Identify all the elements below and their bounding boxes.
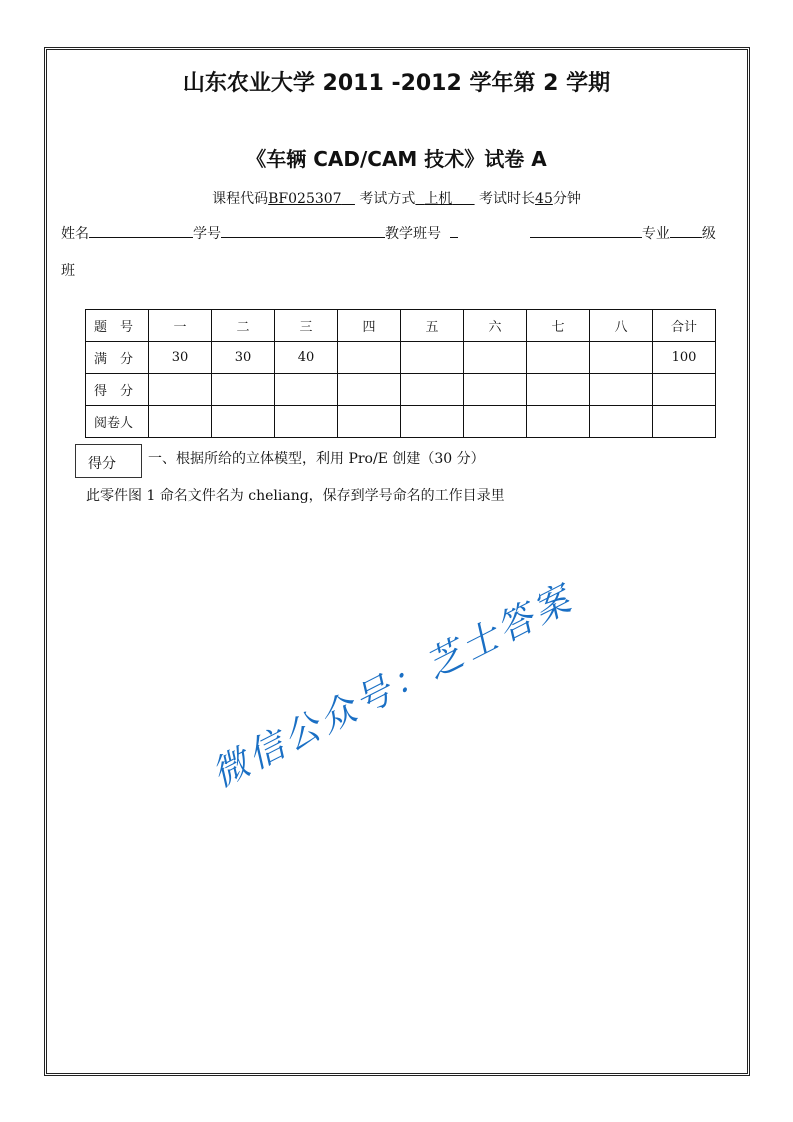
question-1-description: 此零件图 1 命名文件名为 cheliang，保存到学号命名的工作目录里 (86, 488, 505, 504)
exam-info: 课程代码BF025307 考试方式 上机 考试时长45分钟 (212, 191, 581, 207)
class-label: 班 (61, 263, 75, 279)
university-title: 山东农业大学 2011 -2012 学年第 2 学期 (182, 71, 611, 96)
exam-title: 《车辆 CAD/CAM 技术》试卷 A (246, 147, 547, 171)
name-field[interactable] (89, 224, 193, 238)
duration: 45 (535, 191, 553, 207)
table-row: 得 分 (86, 374, 716, 406)
major-field[interactable] (670, 224, 702, 238)
table-row: 满 分 30 30 40 100 (86, 342, 716, 374)
class-no-field[interactable] (530, 224, 642, 238)
table-row: 阅卷人 (86, 406, 716, 438)
student-fields: 姓名 学号 教学班号 专业 级 (61, 226, 716, 242)
course-code: BF025307 (268, 191, 342, 207)
student-id-field[interactable] (221, 224, 385, 238)
watermark: 微信公众号：芝士答案 (205, 577, 581, 796)
table-header-row: 题 号 一 二 三 四 五 六 七 八 合计 (86, 310, 716, 342)
question-1-title: 一、根据所给的立体模型，利用 Pro/E 创建（30 分） (148, 451, 485, 467)
score-box: 得分 (75, 444, 142, 478)
exam-mode: 上机 (424, 191, 453, 207)
score-table (85, 309, 716, 438)
